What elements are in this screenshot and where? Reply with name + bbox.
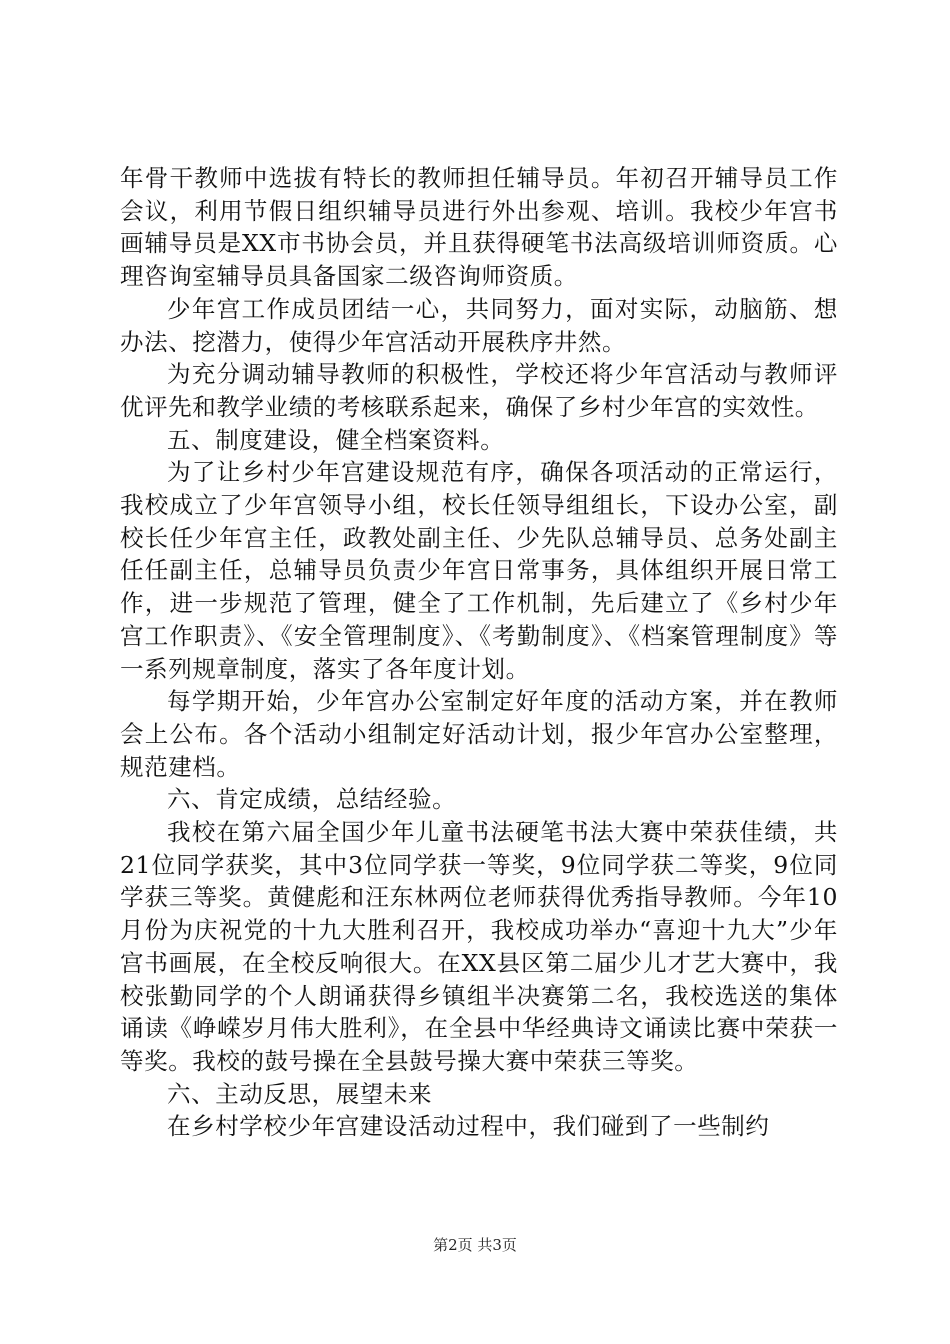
section-heading-6a: 六、肯定成绩，总结经验。 xyxy=(167,785,457,814)
paragraph-5: 每学期开始，少年宫办公室制定好年度的活动方案，并在教师会上公布。各个活动小组制定好活动计划，报少年宫办公室整理，规范建档。 xyxy=(120,687,838,781)
paragraph-2: 少年宫工作成员团结一心，共同努力，面对实际，动脑筋、想办法、挖潜力，使得少年宫活动开展秩序井然。 xyxy=(120,294,838,356)
paragraph-7: 在乡村学校少年宫建设活动过程中，我们碰到了一些制约 xyxy=(167,1112,770,1141)
document-body xyxy=(120,162,838,1143)
page-footer: 第2页 共3页 xyxy=(433,1236,517,1254)
paragraph-6: 我校在第六届全国少年儿童书法硬笔书法大赛中荣获佳绩，共21位同学获奖，其中3位同学获一等奖，9位同学获二等奖，9位同学获三等奖。黄健彪和汪东林两位老师获得优秀指导教师。今年10月份为庆祝党的十九大胜利召开，我校成功举办“喜迎十九大”少年宫书画展，在全校反响很大。在XX县区第二届少儿才艺大赛中，我校张勤同学的个人朗诵获得乡镇组半决赛第二名，我校选送的集体诵读《峥嵘岁月伟大胜利》，在全县中华经典诗文诵读比赛中荣获一等奖。我校的鼓号操在全县鼓号操大赛中荣获三等奖。 xyxy=(120,818,838,1075)
section-heading-5: 五、制度建设，健全档案资料。 xyxy=(167,425,505,454)
section-heading-6b: 六、主动反思，展望未来 xyxy=(167,1079,433,1108)
paragraph-4: 为了让乡村少年宫建设规范有序，确保各项活动的正常运行，我校成立了少年宫领导小组，校长任领导组组长，下设办公室，副校长任少年宫主任，政教处副主任、少先队总辅导员、总务处副主任任副主任，总辅导员负责少年宫日常事务，具体组织开展日常工作，进一步规范了管理，健全了工作机制，先后建立了《乡村少年宫工作职责》、《安全管理制度》、《考勤制度》、《档案管理制度》等一系列规章制度，落实了各年度计划。 xyxy=(120,458,838,683)
paragraph-1: 年骨干教师中选拔有特长的教师担任辅导员。年初召开辅导员工作会议，利用节假日组织辅导员进行外出参观、培训。我校少年宫书画辅导员是XX市书协会员，并且获得硬笔书法高级培训师资质。心理咨询室辅导员具备国家二级咨询师资质。 xyxy=(120,164,838,291)
paragraph-3: 为充分调动辅导教师的积极性，学校还将少年宫活动与教师评优评先和教学业绩的考核联系起来，确保了乡村少年宫的实效性。 xyxy=(120,360,838,421)
